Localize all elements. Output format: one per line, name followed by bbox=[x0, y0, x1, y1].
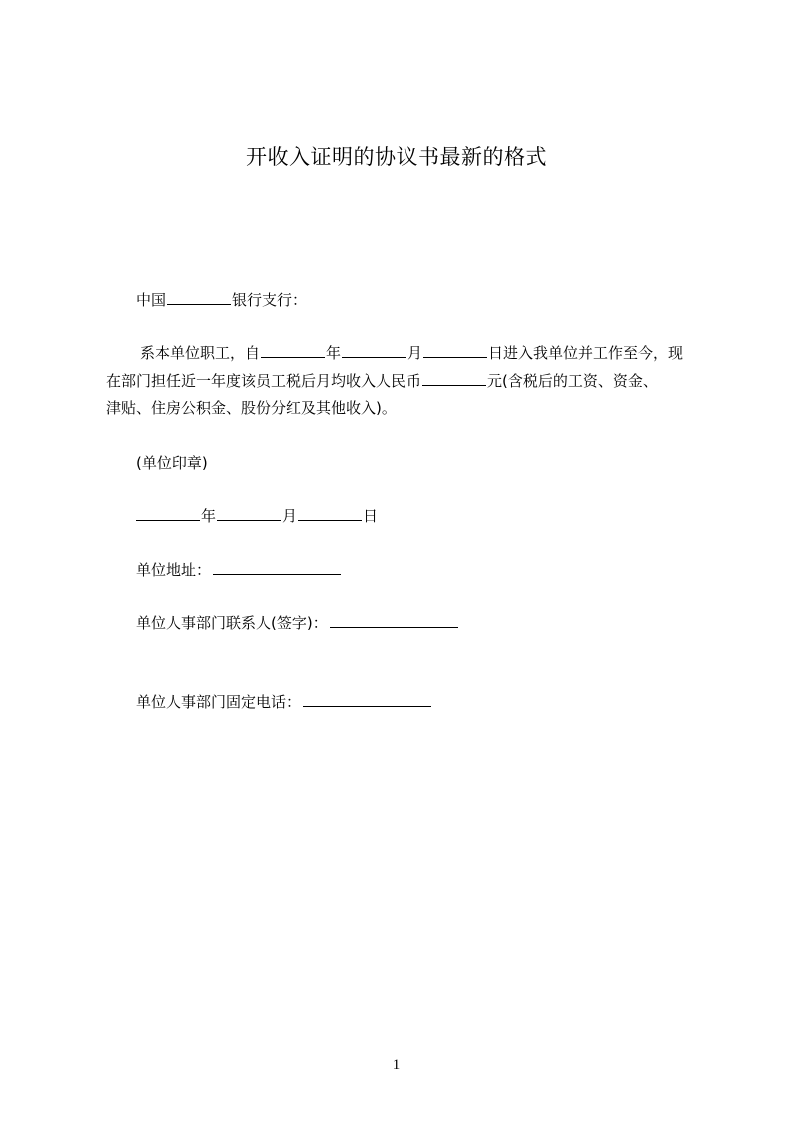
date-year-blank bbox=[136, 505, 200, 521]
phone-blank bbox=[303, 691, 431, 707]
body-line-1 bbox=[140, 342, 683, 364]
addressee-suffix: 银行支行： bbox=[232, 291, 308, 309]
body-line-2 bbox=[106, 370, 658, 392]
date-day-label: 日 bbox=[363, 507, 379, 525]
bank-name-blank bbox=[167, 289, 231, 305]
addressee-line bbox=[136, 289, 307, 311]
date-month-blank bbox=[217, 505, 281, 521]
date-line bbox=[136, 505, 378, 527]
addressee-prefix: 中国 bbox=[136, 291, 167, 309]
contact-blank bbox=[330, 612, 458, 628]
date-year-label: 年 bbox=[201, 507, 217, 525]
document-title: 开收入证明的协议书最新的格式 bbox=[246, 145, 547, 169]
body-line1-month: 月 bbox=[407, 344, 423, 362]
body-line1-end: 日进入我单位并工作至今，现 bbox=[488, 344, 684, 362]
body-line1-year: 年 bbox=[326, 344, 342, 362]
address-blank bbox=[213, 559, 341, 575]
address-line bbox=[136, 559, 341, 581]
contact-label: 单位人事部门联系人(签字)： bbox=[136, 614, 328, 632]
start-day-blank bbox=[423, 342, 487, 358]
phone-label: 单位人事部门固定电话： bbox=[136, 693, 302, 711]
page-number: 1 bbox=[392, 1057, 401, 1073]
date-month-label: 月 bbox=[282, 507, 298, 525]
date-day-blank bbox=[298, 505, 362, 521]
phone-line bbox=[136, 691, 431, 713]
body-line2-start: 在部门担任近一年度该员工税后月均收入人民币 bbox=[106, 372, 422, 390]
body-line-3: 津贴、住房公积金、股份分红及其他收入)。 bbox=[106, 399, 397, 417]
body-line1-start: 系本单位职工，自 bbox=[140, 344, 261, 362]
start-year-blank bbox=[261, 342, 325, 358]
body-line2-end: 元(含税后的工资、资金、 bbox=[487, 372, 658, 390]
contact-line bbox=[136, 612, 458, 634]
start-month-blank bbox=[342, 342, 406, 358]
income-amount-blank bbox=[422, 370, 486, 386]
address-label: 单位地址： bbox=[136, 561, 212, 579]
seal-label: (单位印章) bbox=[136, 454, 208, 472]
